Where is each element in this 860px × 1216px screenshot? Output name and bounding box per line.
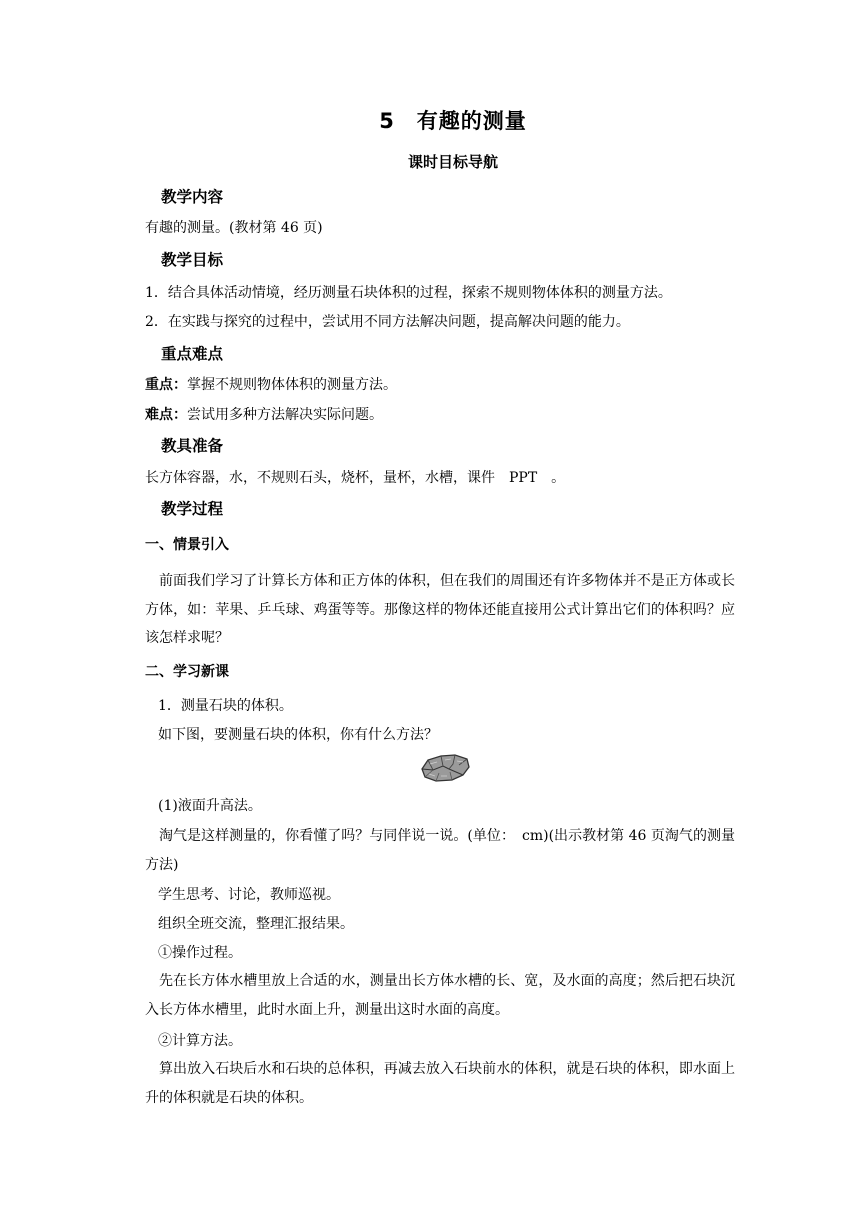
step-1-question: 如下图，要测量石块的体积，你有什么方法？ (158, 727, 438, 743)
operation-paragraph: 先在长方体水槽里放上合适的水，测量出长方体水槽的长、宽，及水面的高度；然后把石块沉入长方体水槽里，此时水面上升，测量出这时水面的高度。 (145, 973, 735, 1018)
step-1: 1．测量石块的体积。 (158, 698, 293, 714)
naughty-paragraph: 淘气是这样测量的，你看懂了吗？与同伴说一说。(单位： cm)(出示教材第 46 页淘气的测量方法) (145, 828, 735, 873)
heading-key-points: 重点难点 (161, 345, 224, 363)
key-text: 掌握不规则物体体积的测量方法。 (187, 377, 397, 393)
calculation-heading: ②计算方法。 (158, 1033, 242, 1049)
key-label: 重点： (145, 377, 187, 393)
page-subtitle: 课时目标导航 (407, 153, 498, 171)
heading-process: 教学过程 (161, 500, 224, 518)
discussion-text: 学生思考、讨论，教师巡视。 (158, 887, 340, 903)
heading-new-lesson: 二、学习新课 (145, 664, 229, 680)
heading-tools: 教具准备 (161, 437, 224, 455)
difficulty-point (145, 404, 383, 424)
difficulty-text: 尝试用多种方法解决实际问题。 (187, 407, 383, 423)
stone-image (419, 752, 471, 784)
difficulty-label: 难点： (145, 407, 187, 423)
intro-paragraph: 前面我们学习了计算长方体和正方体的体积，但在我们的周围还有许多物体并不是正方体或长方体，如：苹果、乒乓球、鸡蛋等等。那像这样的物体还能直接用公式计算出它们的体积吗？应该怎样求呢？ (145, 573, 735, 646)
tools-text: 长方体容器，水，不规则石头，烧杯，量杯，水槽，课件 PPT 。 (145, 470, 566, 486)
page-title: 5 有趣的测量 (379, 109, 527, 133)
organize-text: 组织全班交流，整理汇报结果。 (158, 916, 354, 932)
heading-goals: 教学目标 (161, 251, 224, 269)
goal-1: 1．结合具体活动情境，经历测量石块体积的过程，探索不规则物体体积的测量方法。 (145, 285, 672, 301)
heading-content: 教学内容 (161, 188, 224, 206)
method-1: (1)液面升高法。 (158, 798, 262, 814)
operation-heading: ①操作过程。 (158, 945, 242, 961)
calculation-paragraph: 算出放入石块后水和石块的总体积，再减去放入石块前水的体积，就是石块的体积，即水面上升的体积就是石块的体积。 (145, 1061, 735, 1106)
key-point (145, 374, 397, 394)
content-text: 有趣的测量。(教材第 46 页) (145, 220, 323, 236)
goal-2: 2．在实践与探究的过程中，尝试用不同方法解决问题，提高解决问题的能力。 (145, 314, 630, 330)
heading-intro: 一、情景引入 (145, 537, 229, 553)
